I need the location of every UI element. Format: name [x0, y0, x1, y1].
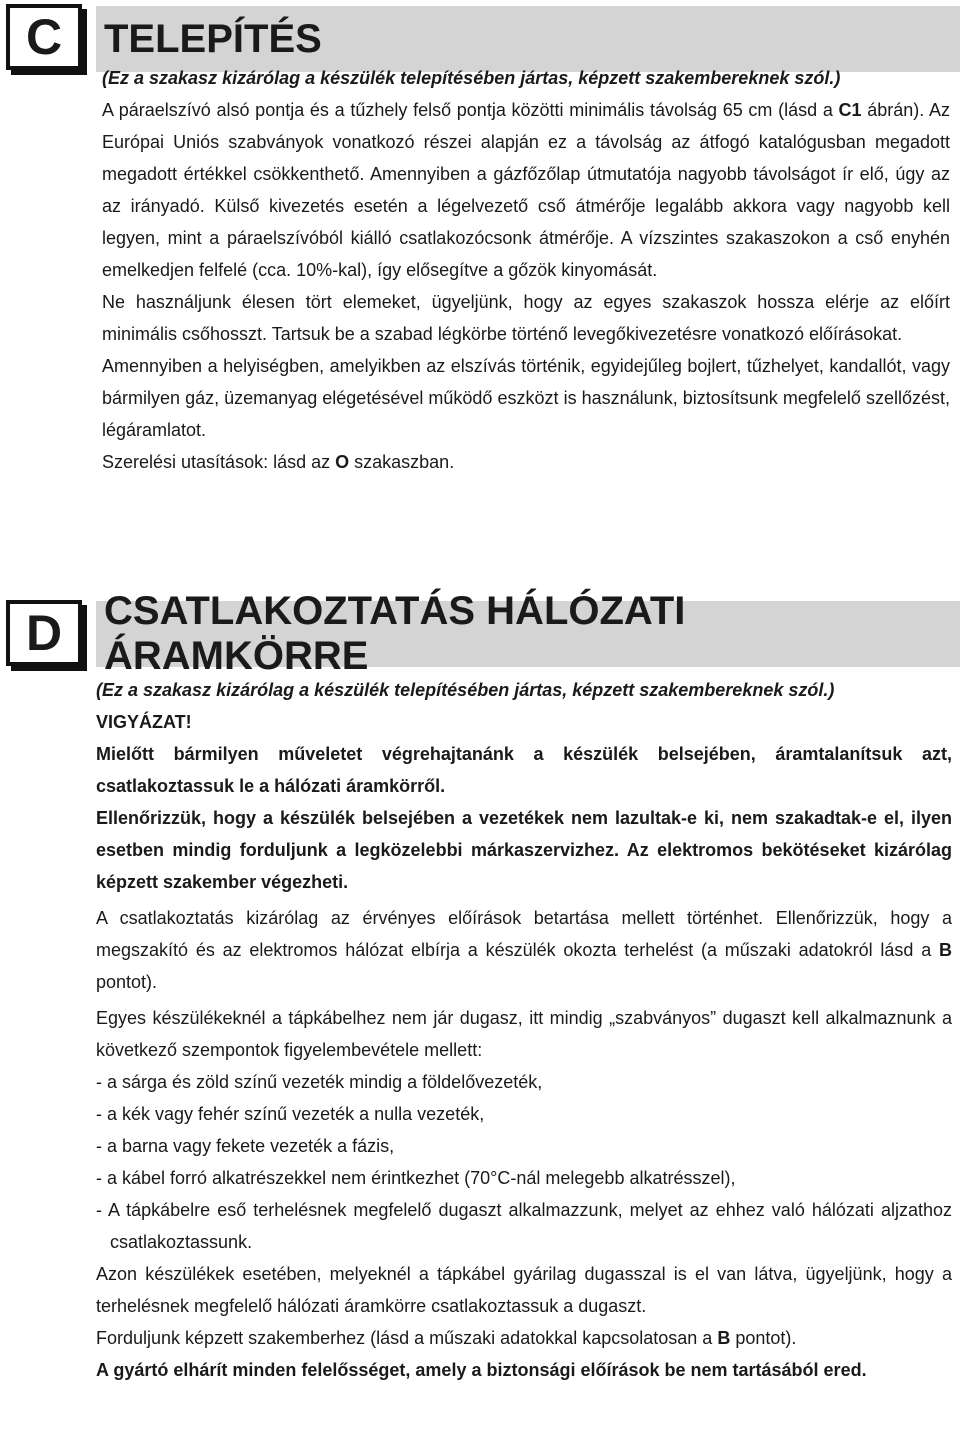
section-d-paragraph-1: A csatlakoztatás kizárólag az érvényes előírások betartása mellett történhet. Ellenőrizzük, hogy a megszakító és az elektromos hálózat elbírja a készülék okozta terhelést (a műszaki adatokról lásd a B pontot). [96, 908, 952, 992]
section-c-note: (Ez a szakasz kizárólag a készülék telepítésében jártas, képzett szakembereknek szól.) [102, 68, 841, 88]
section-c-paragraph-1: A páraelszívó alsó pontja és a tűzhely felső pontja közötti minimális távolság 65 cm (lásd a C1 ábrán). Az Európai Uniós szabványok vonatkozó részei alapján ez a távolság az átfogó katalógusban megadott megadott értékkel csökkenthető. Amennyiben a gázfőzőlap útmutatója nagyobb távolságot ír elő, úgy az az irányadó. Külső kivezetés esetén a légelvezető cső átmérője legalább akkora vagy nagyobb kell legyen, mint a páraelszívóból kiálló csatlakozócsonk átmérője. A vízszintes szakaszokon a cső enyhén emelkedjen felfelé (cca. 10%-kal), így elősegítve a gőzök kinyomását. [102, 100, 951, 280]
section-d-paragraph-2: Egyes készülékeknél a tápkábelhez nem jár dugasz, itt mindig „szabványos” dugaszt kell alkalmaznunk a következő szempontok figyelembevétele mellett: [96, 1008, 952, 1060]
section-c-paragraph-4: Szerelési utasítások: lásd az O szakaszban. [102, 452, 455, 472]
section-d-paragraph-3: Azon készülékek esetében, melyeknél a tápkábel gyárilag dugasszal is el van látva, ügyeljünk, hogy a terhelésnek megfelelő hálózati áramkörre csatlakoztassuk a dugaszt. [96, 1264, 952, 1316]
section-c-paragraph-2: Ne használjunk élesen tört elemeket, ügyeljünk, hogy az egyes szakaszok hossza elérje az előírt minimális csőhosszt. Tartsuk be a szabad légkörbe történő levegőkivezetésre vonatkozó előírásokat. [102, 292, 950, 344]
list-item: - a kábel forró alkatrészekkel nem érintkezhet (70°C-nál melegebb alkatrésszel), [96, 1168, 736, 1188]
warning-paragraph-1: Mielőtt bármilyen műveletet végrehajtanánk a készülék belsejében, áramtalanítsuk azt, csatlakoztassuk le a hálózati áramkörről. [96, 744, 952, 796]
section-d-note: (Ez a szakasz kizárólag a készülék telepítésében jártas, képzett szakembereknek szól.) [96, 680, 835, 700]
disclaimer: A gyártó elhárít minden felelősséget, amely a biztonsági előírások be nem tartásából ered. [96, 1360, 867, 1380]
list-item: - a kék vagy fehér színű vezeték a nulla vezeték, [96, 1104, 485, 1124]
section-letter-d: D [6, 600, 82, 666]
section-d-body [96, 674, 952, 1386]
section-c-body [102, 62, 950, 478]
warning-heading: VIGYÁZAT! [96, 712, 192, 732]
section-c-paragraph-3: Amennyiben a helyiségben, amelyikben az elszívás történik, egyidejűleg bojlert, tűzhelyet, kandallót, vagy bármilyen gáz, üzemanyag elégetésével működő eszközt is használunk, biztosítsunk megfelelő szellőzést, légáramlatot. [102, 356, 950, 440]
section-letter-c: C [6, 4, 82, 70]
section-d-paragraph-4: Forduljunk képzett szakemberhez (lásd a műszaki adatokkal kapcsolatosan a B pontot). [96, 1328, 797, 1348]
section-title-d: CSATLAKOZTATÁS HÁLÓZATI ÁRAMKÖRRE [96, 601, 960, 667]
list-item: - A tápkábelre eső terhelésnek megfelelő dugaszt alkalmazzunk, melyet az ehhez való hálózati aljzathoz csatlakoztassunk. [96, 1200, 952, 1252]
list-item: - a barna vagy fekete vezeték a fázis, [96, 1136, 395, 1156]
list-item: - a sárga és zöld színű vezeték mindig a földelővezeték, [96, 1072, 543, 1092]
warning-paragraph-2: Ellenőrizzük, hogy a készülék belsejében a vezetékek nem lazultak-e ki, nem szakadtak-e el, ilyen esetben mindig forduljunk a legközelebbi márkaszervizhez. Az elektromos bekötéseket kizárólag képzett szakember végezheti. [96, 808, 952, 892]
section-title-c: TELEPÍTÉS [96, 6, 960, 72]
